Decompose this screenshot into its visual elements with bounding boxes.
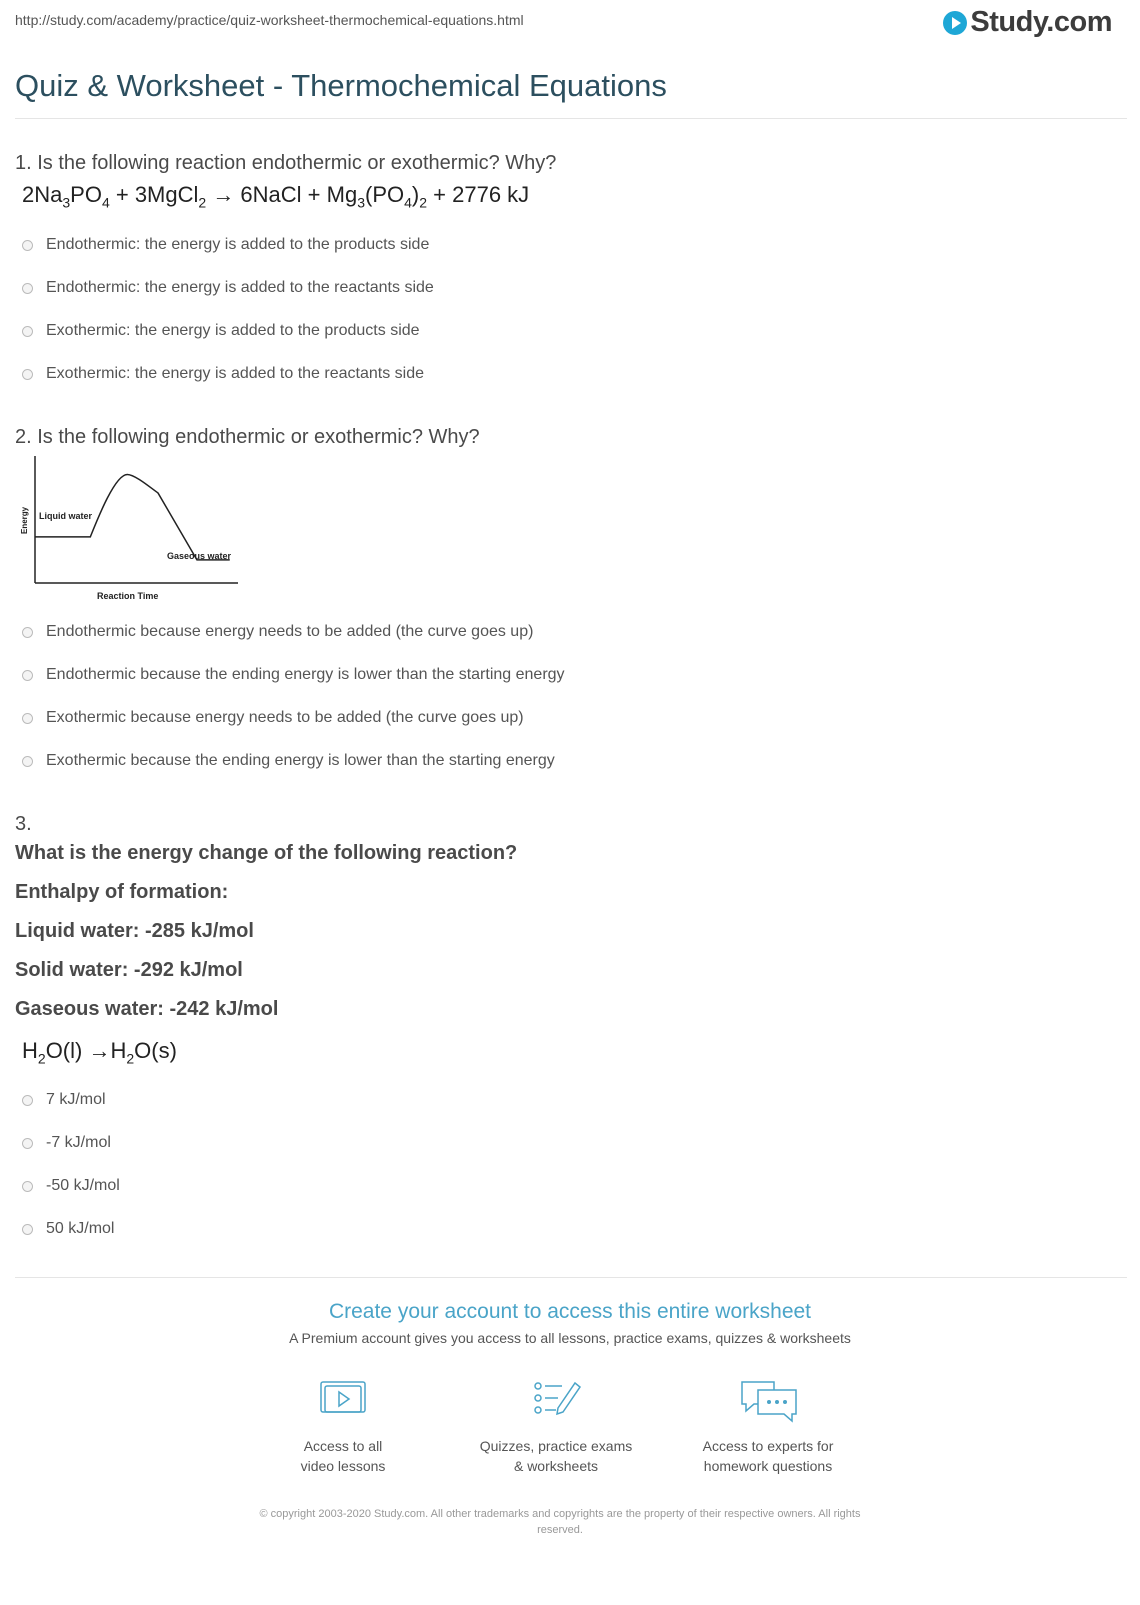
question-3-line-1: What is the energy change of the following reaction? — [15, 842, 518, 864]
radio-button[interactable] — [22, 627, 33, 638]
feature-experts-line2: homework questions — [703, 1458, 833, 1474]
promo-subtitle: A Premium account gives you access to all lessons, practice exams, quizzes & worksheets — [289, 1330, 851, 1346]
question-1-choice-b[interactable]: Endothermic: the energy is added to the reactants side — [22, 279, 434, 297]
page-title: Quiz & Worksheet - Thermochemical Equations — [15, 68, 667, 103]
feature-quizzes-line2: & worksheets — [513, 1458, 599, 1474]
annotation-gaseous-water: Gaseous water — [167, 551, 232, 561]
radio-button[interactable] — [22, 713, 33, 724]
study-logo[interactable] — [943, 6, 1112, 39]
expert-chat-icon — [736, 1378, 800, 1426]
energy-diagram-chart — [15, 448, 255, 608]
question-3-choice-d[interactable]: 50 kJ/mol — [22, 1220, 114, 1238]
x-axis-label: Reaction Time — [97, 591, 159, 601]
feature-quizzes — [456, 1378, 656, 1476]
question-3-line-3: Liquid water: -285 kJ/mol — [15, 920, 254, 942]
annotation-liquid-water: Liquid water — [39, 511, 93, 521]
question-3-line-4: Solid water: -292 kJ/mol — [15, 959, 243, 981]
feature-video-line2: video lessons — [300, 1458, 386, 1474]
title-divider — [15, 118, 1127, 119]
question-2-choice-b[interactable]: Endothermic because the ending energy is lower than the starting energy — [22, 666, 565, 684]
question-2-choice-a[interactable]: Endothermic because energy needs to be added (the curve goes up) — [22, 623, 533, 641]
page-url: http://study.com/academy/practice/quiz-worksheet-thermochemical-equations.html — [15, 12, 524, 28]
logo-text: Study.com — [970, 6, 1112, 38]
radio-button[interactable] — [22, 1224, 33, 1235]
question-3-line-5: Gaseous water: -242 kJ/mol — [15, 998, 279, 1020]
feature-quizzes-line1: Quizzes, practice exams — [479, 1438, 633, 1454]
question-3-equation: $H_2O(l) \to H_2O(s)$ — [22, 1038, 177, 1067]
quiz-checklist-icon — [528, 1378, 584, 1426]
question-2-choice-c[interactable]: Exothermic because energy needs to be added (the curve goes up) — [22, 709, 524, 727]
question-1-choice-a[interactable]: Endothermic: the energy is added to the products side — [22, 236, 429, 254]
feature-experts — [668, 1378, 868, 1476]
copyright-notice: © copyright 2003-2020 Study.com. All other trademarks and copyrights are the property of their respective owners. All rights reserved. — [259, 1508, 861, 1536]
feature-video-lessons — [243, 1378, 443, 1476]
feature-video-line1: Access to all — [303, 1438, 383, 1454]
promo-divider — [15, 1277, 1127, 1278]
feature-experts-line1: Access to experts for — [702, 1438, 834, 1454]
radio-button[interactable] — [22, 326, 33, 337]
radio-button[interactable] — [22, 756, 33, 767]
y-axis-label: Energy — [20, 506, 29, 534]
radio-button[interactable] — [22, 369, 33, 380]
video-lesson-icon — [315, 1378, 371, 1426]
question-3-choice-c[interactable]: -50 kJ/mol — [22, 1177, 120, 1195]
question-3-choice-a[interactable]: 7 kJ/mol — [22, 1091, 106, 1109]
question-1-text: 1. Is the following reaction endothermic or exothermic? Why? — [15, 152, 557, 174]
question-1-equation: $2Na_3PO_4$ + 3MgCl$_2$ → 6NaCl + $Mg_3(PO_4)_2 + 2776$ kJ — [22, 182, 530, 211]
question-2-text: 2. Is the following endothermic or exothermic? Why? — [15, 426, 480, 448]
question-3-number: 3. — [15, 813, 32, 835]
play-logo-icon — [943, 11, 967, 35]
radio-button[interactable] — [22, 1181, 33, 1192]
question-3-choice-b[interactable]: -7 kJ/mol — [22, 1134, 111, 1152]
radio-button[interactable] — [22, 283, 33, 294]
radio-button[interactable] — [22, 240, 33, 251]
radio-button[interactable] — [22, 1095, 33, 1106]
question-1-choice-c[interactable]: Exothermic: the energy is added to the products side — [22, 322, 420, 340]
create-account-link[interactable]: Create your account to access this entire worksheet — [328, 1300, 812, 1323]
question-1-choice-d[interactable]: Exothermic: the energy is added to the reactants side — [22, 365, 424, 383]
radio-button[interactable] — [22, 1138, 33, 1149]
radio-button[interactable] — [22, 670, 33, 681]
question-3-line-2: Enthalpy of formation: — [15, 881, 229, 903]
question-2-choice-d[interactable]: Exothermic because the ending energy is lower than the starting energy — [22, 752, 555, 770]
